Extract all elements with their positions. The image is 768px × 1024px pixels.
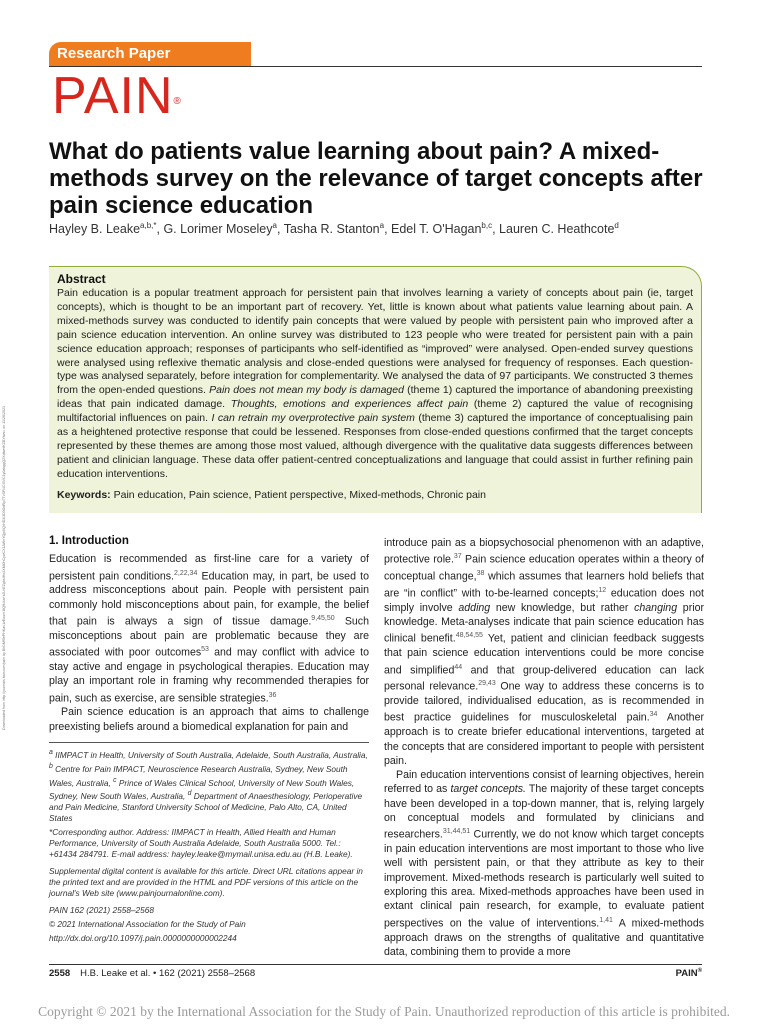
author-name: G. Lorimer Moseley bbox=[163, 222, 273, 237]
registered-mark: ® bbox=[173, 96, 182, 107]
body-text: Education is recommended as first-line care for a variety of persistent pain conditions. bbox=[49, 553, 369, 583]
abstract-heading: Abstract bbox=[57, 272, 106, 286]
emphasis-text: adding bbox=[458, 601, 491, 614]
affiliations-footnote bbox=[49, 747, 369, 824]
author-list bbox=[49, 221, 709, 236]
body-text: Yet, patient and clinician feedback suggests that pain science education interventions could be more concise and simplified bbox=[384, 632, 704, 677]
abstract-text-part: (theme 3) captured the importance of conceptualising pain as a heightened protective response that could be lessened. Responses from close-ended questions confirmed that the target concepts represented by these themes are among those most valued, although divergence with the qualitative data suggests differences between patient and clinician language. These data offer patient-centred conceptualizations and language that could assist in further refining pain education interventions. bbox=[57, 412, 693, 480]
reference-citation[interactable]: 31,44,51 bbox=[442, 828, 471, 836]
author-name: Tasha R. Stanton bbox=[283, 222, 380, 237]
logo-text: PAIN bbox=[52, 67, 174, 125]
research-paper-badge: Research Paper bbox=[49, 42, 251, 66]
supplemental-footnote: Supplemental digital content is available for this article. Direct URL citations appear in the printed text and are provided in the HTML and PDF versions of this article on the journal's Web site (www.painjournalonline.com). bbox=[49, 866, 363, 899]
reference-citation[interactable]: 37 bbox=[453, 553, 462, 561]
intro-paragraph-2 bbox=[49, 705, 369, 734]
body-text: Another approach is to create briefer educational interventions, targeted at the concepts that are considered important to people with persistent pain. bbox=[384, 711, 704, 767]
author-separator: , bbox=[492, 222, 500, 237]
corresponding-author-footnote: *Corresponding author. Address: IIMPACT in Health, Allied Health and Human Performance, University of South Australia Adelaide, South Australia 5000. Tel.: +61434 284791. E-mail address: hayley.leake@mymail.unisa.edu.au (H.B. Leake). bbox=[49, 827, 353, 860]
body-text: Pain science education is an approach that aims to challenge preexisting beliefs around a biomedical explanation for pain and bbox=[49, 706, 369, 733]
author-name: Edel T. O'Hagan bbox=[391, 222, 482, 237]
reference-citation[interactable]: 53 bbox=[201, 646, 209, 654]
author-name: Lauren C. Heathcote bbox=[499, 222, 615, 237]
left-column bbox=[49, 534, 369, 734]
affiliation-text: IIMPACT in Health, University of South Australia, Adelaide, South Australia, Australia, bbox=[52, 749, 368, 760]
footer-citation: H.B. Leake et al. • 162 (2021) 2558–2568 bbox=[80, 968, 256, 979]
download-note: Downloaded from http://journals.lww.com/pain by BhDMf5ePHKav1zEoum1tQfN4a+kJLhEZgbsIHo4XMi0hCywCX1AWnYQp/IlQrHD3i3D0OdRyi7TvSFl4Cf3VC1y0abggQZXdtwnfKZBYtws= on 11/26/2021 bbox=[2, 406, 6, 730]
right-column bbox=[384, 536, 704, 959]
abstract-box bbox=[49, 266, 702, 513]
author-affiliation: a bbox=[272, 221, 277, 230]
author-separator: , bbox=[276, 222, 284, 237]
emphasis-text: target concepts. bbox=[450, 783, 526, 796]
body-text: Pain science education operates within a theory of conceptual change, bbox=[384, 553, 704, 583]
author-affiliation: d bbox=[614, 221, 619, 230]
reference-citation[interactable]: 29,43 bbox=[478, 680, 496, 688]
body-text: introduce pain as a biopsychosocial phenomenon with an adaptive, protective role. bbox=[384, 537, 704, 566]
footer-registered-mark: ® bbox=[697, 968, 702, 974]
affiliation-text: Department of Anaesthesiology, Perioperative and Pain Medicine, Stanford University School of Medicine, Palo Alto, CA, United States bbox=[49, 791, 363, 824]
emphasis-text: changing bbox=[634, 601, 678, 614]
abstract-theme-2: Thoughts, emotions and experiences affect pain bbox=[230, 398, 469, 411]
abstract-theme-3: I can retrain my overprotective pain system bbox=[211, 412, 415, 425]
author-separator: , bbox=[156, 222, 164, 237]
affiliation-marker: b bbox=[49, 762, 53, 770]
page-number: 2558 bbox=[49, 968, 71, 979]
reference-citation[interactable]: 38 bbox=[476, 570, 485, 578]
body-text: which assumes that learners hold beliefs that are “in conflict” with to-be-learned concepts; bbox=[384, 570, 705, 600]
keywords bbox=[57, 489, 693, 503]
keywords-list: Pain education, Pain science, Patient perspective, Mixed-methods, Chronic pain bbox=[113, 488, 486, 501]
author-separator: , bbox=[384, 222, 392, 237]
keywords-label: Keywords: bbox=[57, 488, 111, 501]
footer-journal bbox=[676, 968, 702, 979]
reference-citation[interactable]: 44 bbox=[454, 663, 463, 671]
reference-citation[interactable]: 2,22,34 bbox=[173, 569, 198, 577]
journal-citation: PAIN 162 (2021) 2558–2568 bbox=[49, 905, 155, 916]
reference-citation[interactable]: 36 bbox=[268, 691, 277, 699]
body-text: The majority of these target concepts have been developed in a top-down manner, that is, relying largely on conceptual models and formulated by clinicians and researchers. bbox=[384, 783, 704, 841]
article-title: What do patients value learning about pain? A mixed-methods survey on the relevance of target concepts after pain science education bbox=[49, 138, 703, 219]
body-text: prior knowledge. Meta-analyses indicate that pain science education has clinical benefit. bbox=[384, 601, 704, 645]
reference-citation[interactable]: 34 bbox=[649, 711, 658, 719]
intro-paragraph-4 bbox=[384, 768, 704, 959]
copyright-notice: Copyright © 2021 by the International Association for the Study of Pain. Unauthorized reproduction of this article is prohibited. bbox=[38, 1004, 730, 1019]
body-text: Pain education interventions consist of learning objectives, herein referred to as bbox=[384, 769, 704, 796]
author-affiliation: b,c bbox=[481, 221, 493, 230]
affiliation-marker: d bbox=[187, 790, 192, 798]
footer-rule bbox=[49, 964, 702, 965]
abstract-text bbox=[57, 287, 693, 482]
body-text: Such misconceptions about pain are problematic because they are associated with poor outcomes bbox=[49, 615, 369, 659]
abstract-text-part: (theme 2) captured the value of recognising multifactorial influences on pain. bbox=[57, 398, 693, 425]
reference-citation[interactable]: 9,45,50 bbox=[311, 615, 335, 623]
page-footer bbox=[49, 968, 255, 979]
affiliation-marker: c bbox=[113, 776, 117, 784]
body-text: Currently, we do not know which target concepts in pain education interventions are most important to those who live well with persistent pain, or that they attribute as key to their improvement. Mixed-methods research is particularly well suited to exploring this area. Mixed-methods approaches have been used in extant clinical pain research, for example, to evaluate patient perspectives on the value of interventions. bbox=[384, 828, 704, 930]
affiliation-text: Prince of Wales Clinical School, University of New South Wales, Sydney, New South Wales, Australia, bbox=[49, 777, 355, 802]
body-text: and may conflict with advice to stay active and engage in psychological therapies. Education may play an important role in framing why recommended therapies for pain, such as exercise, are sensible strategies. bbox=[49, 646, 369, 705]
body-text: Education may, in part, be used to address misconceptions about pain. People with persistent pain commonly hold misconceptions about pain, for example, the belief that pain is always a sign of tissue damage. bbox=[49, 570, 369, 628]
affiliation-text: Centre for Pain IMPACT, Neuroscience Research Australia, Sydney, New South Wales, Australia, bbox=[49, 763, 348, 788]
intro-paragraph-3 bbox=[384, 536, 704, 768]
abstract-text-part: Pain education is a popular treatment approach for persistent pain that involves learning a variety of concepts about pain (ie, target concepts), which is thought to be an important part of recovery. Yet, little is known about what patients value learning about pain. A mixed-methods survey was conducted to identify pain concepts that were valued by people with persistent pain who improved after a pain science education intervention. An online survey was distributed to 123 people who were treated for persistent pain with a pain science education approach; responses of participants who self-identified as “improved” were analysed. Open-ended survey questions were analysed using reflexive thematic analysis and close-ended questions were analysed for frequency of responses. Each question-type was analysed separately, before integration for complementarity. We analysed the data of 97 participants. We constructed 3 themes from the open-ended questions. bbox=[57, 287, 693, 397]
abstract-theme-1: Pain does not mean my body is damaged bbox=[209, 384, 404, 397]
intro-paragraph-1 bbox=[49, 552, 369, 705]
reference-citation[interactable]: 48,54,55 bbox=[455, 632, 483, 640]
reference-citation[interactable]: 1,41 bbox=[599, 916, 613, 924]
body-text: education does not simply involve bbox=[384, 587, 704, 614]
footer-journal-name: PAIN bbox=[675, 968, 698, 980]
affiliation-marker: a bbox=[49, 749, 53, 756]
section-heading-introduction: 1. Introduction bbox=[49, 535, 129, 547]
author-affiliation: a,b,* bbox=[140, 221, 157, 230]
body-text: A mixed-methods approach draws on the strengths of qualitative and quantitative data, combining them to provide a more bbox=[384, 917, 705, 958]
pain-journal-logo bbox=[52, 68, 182, 124]
body-text: new knowledge, but rather bbox=[490, 601, 635, 614]
abstract-text-part: (theme 1) captured the importance of abandoning preexisting ideas that pain indicated damage. bbox=[57, 384, 693, 411]
body-text: One way to address these concerns is to provide tailored, individualised education, as is recommended in best practice guidelines for musculoskeletal pain. bbox=[384, 680, 704, 724]
author-affiliation: a bbox=[379, 221, 385, 230]
author-name: Hayley B. Leake bbox=[49, 222, 141, 237]
reference-citation[interactable]: 12 bbox=[598, 586, 607, 594]
copyright-line: © 2021 International Association for the Study of Pain bbox=[49, 919, 246, 930]
body-text: and that group-delivered education can lack personal relevance. bbox=[384, 664, 704, 693]
footnotes bbox=[49, 742, 369, 950]
doi-link[interactable]: http://dx.doi.org/10.1097/j.pain.0000000000002244 bbox=[49, 933, 237, 944]
